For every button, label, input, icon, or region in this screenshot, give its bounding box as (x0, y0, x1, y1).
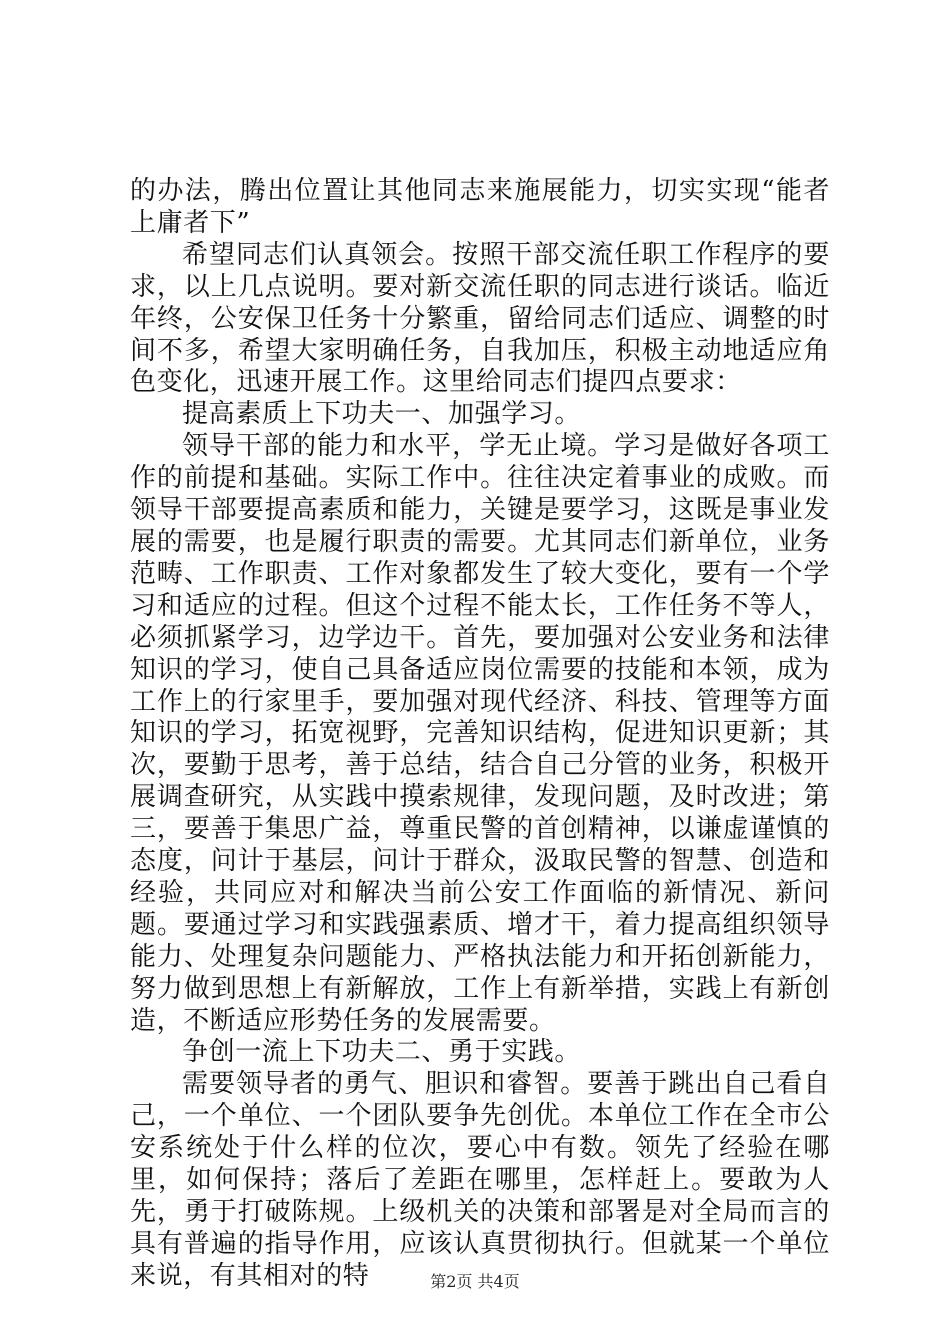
document-body (130, 176, 830, 1293)
section-heading: 提高素质上下功夫一、加强学习。 (182, 399, 582, 430)
paragraph: 希望同志们认真领会。按照干部交流任职工作程序的要求，以上几点说明。要对新交流任职的同志进行谈话。临近年终，公安保卫任务十分繁重，留给同志们适应、调整的时间不多，希望大家明确任务，自我加压，积极主动地适应角色变化，迅速开展工作。这里给同志们提四点要求： (130, 239, 830, 398)
paragraph-continuation: 的办法，腾出位置让其他同志来施展能力，切实实现“能者上庸者下” (130, 176, 830, 238)
paragraph: 领导干部的能力和水平，学无止境。学习是做好各项工作的前提和基础。实际工作中。往往决定着事业的成败。而领导干部要提高素质和能力，关键是要学习，这既是事业发展的需要，也是履行职责的需要。尤其同志们新单位，业务范畴、工作职责、工作对象都发生了较大变化，要有一个学习和适应的过程。但这个过程不能太长，工作任务不等人，必须抓紧学习，边学边干。首先，要加强对公安业务和法律知识的学习，使自己具备适应岗位需要的技能和本领，成为工作上的行家里手，要加强对现代经济、科技、管理等方面知识的学习，拓宽视野，完善知识结构，促进知识更新；其次，要勤于思考，善于总结，结合自己分管的业务，积极开展调查研究，从实践中摸索规律，发现问题，及时改进；第三，要善于集思广益，尊重民警的首创精神，以谦虚谨慎的态度，问计于基层，问计于群众，汲取民警的智慧、创造和经验，共同应对和解决当前公安工作面临的新情况、新问题。要通过学习和实践强素质、增才干，着力提高组织领导能力、处理复杂问题能力、严格执法能力和开拓创新能力，努力做到思想上有新解放，工作上有新举措，实践上有新创造，不断适应形势任务的发展需要。 (130, 431, 830, 1036)
page-number-footer: 第2页 共4页 (430, 1272, 520, 1291)
section-heading: 争创一流上下功夫二、勇于实践。 (182, 1037, 582, 1068)
paragraph: 需要领导者的勇气、胆识和睿智。要善于跳出自己看自己，一个单位、一个团队要争先创优。本单位工作在全市公安系统处于什么样的位次，要心中有数。领先了经验在哪里，如何保持；落后了差距在哪里，怎样赶上。要敢为人先，勇于打破陈规。上级机关的决策和部署是对全局而言的具有普遍的指导作用，应该认真贯彻执行。但就某一个单位来说，有其相对的特 (130, 1069, 830, 1291)
